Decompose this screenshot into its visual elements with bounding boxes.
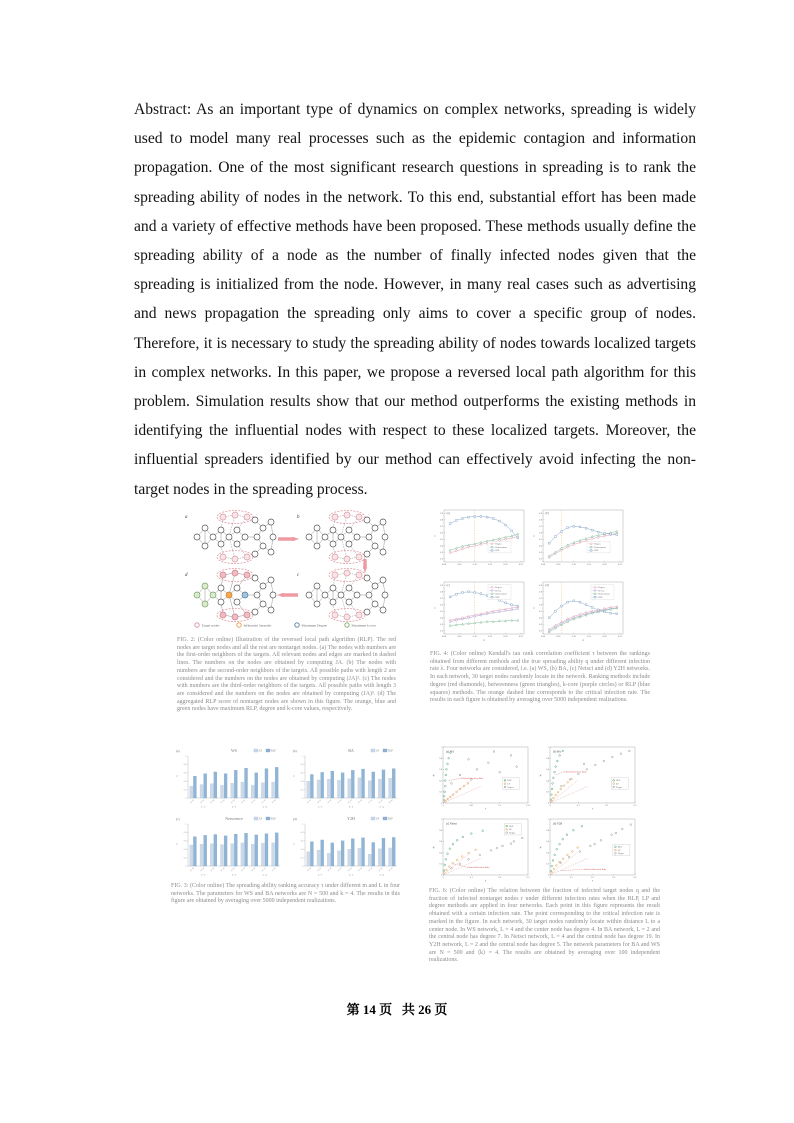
svg-text:m=20: m=20	[347, 867, 353, 872]
figure-kendall-caption: FIG. 4: (Color online) Kendall's tau rank correlation coefficient τ between the rankings obtained from different methods and the true spreading ability q under different infection rate λ. Four networks are considered, i.e. (a) WS, (b) BA, (c) Netsci and (d) Y2H networks. In each network, 30 target nodes randomly locate in the network. Ranking methods include degree (red diamonds), betweenness (green triangles), k-core (purple circles) or RLP (blue squares) methods. The orange dashed line corresponds to the critical infection rate. The results in each figure is obtained by averaging over 5000 independent realizations.	[430, 651, 650, 704]
svg-text:r: r	[591, 878, 594, 883]
svg-text:0.8: 0.8	[300, 832, 304, 835]
svg-text:LP: LP	[616, 783, 619, 786]
svg-text:0.00: 0.00	[540, 564, 546, 566]
svg-text:0.5: 0.5	[539, 539, 542, 542]
svg-text:0.6: 0.6	[546, 841, 549, 844]
svg-text:0.6: 0.6	[440, 532, 443, 535]
svg-text:LP: LP	[376, 749, 380, 753]
figure-scatter-caption: FIG. 6: (Color online) The relation between the fraction of infected target nodes q and the fraction of infected nontarget nodes r under different infection rates when the RLP, LP and degree methods are applied in four networks. Each point in this figure represents the result obtained with a certain infection rate. The point corresponding to the critical infection rate is marked in the figure. In each network, 30 target nodes randomly locate within distance L to a center node. In WS network, L = 4 and the center node has degree 4. In BA network, L = 2 and the central node has degree 7. In Netsci network, L = 4 and the central node has degree 19. In Y2H network, L = 2 and the central node has degree 5. The network parameters for BA and WS are N = 500 and ⟨k⟩ = 4. The results are obtained by averaging over 100 independent realizations.	[429, 888, 660, 964]
svg-text:0: 0	[185, 797, 187, 800]
svg-text:(a): (a)	[176, 749, 180, 753]
svg-text:L=4: L=4	[262, 805, 267, 809]
svg-text:0.3: 0.3	[526, 877, 530, 879]
svg-text:Betweenness: Betweenness	[594, 546, 606, 549]
svg-text:m=20: m=20	[200, 799, 205, 804]
svg-text:L=2: L=2	[318, 805, 323, 809]
svg-text:m=30: m=30	[357, 799, 363, 804]
svg-text:Degree: Degree	[617, 853, 625, 856]
svg-text:0.6: 0.6	[183, 840, 187, 843]
svg-text:r: r	[484, 806, 487, 811]
svg-text:LP: LP	[376, 817, 380, 821]
svg-text:0.3: 0.3	[440, 552, 443, 555]
svg-text:q: q	[432, 845, 435, 849]
svg-text:K-core: K-core	[598, 590, 605, 593]
svg-text:λ: λ	[483, 638, 485, 642]
svg-text:q: q	[539, 773, 542, 777]
svg-text:0.7: 0.7	[539, 598, 542, 601]
svg-text:0.8: 0.8	[440, 591, 443, 594]
svg-text:0.4: 0.4	[300, 781, 304, 783]
svg-text:1: 1	[185, 755, 187, 758]
svg-text:0.8: 0.8	[439, 758, 442, 760]
svg-text:m=10: m=10	[251, 799, 257, 804]
svg-text:0.20: 0.20	[602, 636, 607, 638]
svg-text:0.4: 0.4	[633, 877, 637, 879]
svg-text:0.4: 0.4	[539, 545, 542, 548]
svg-text:0.6: 0.6	[300, 772, 304, 775]
svg-text:m=30: m=30	[210, 799, 216, 804]
svg-text:0.8: 0.8	[546, 830, 549, 832]
svg-text:RLP: RLP	[594, 550, 599, 553]
svg-text:0.4: 0.4	[539, 617, 542, 620]
svg-text:m=30: m=30	[271, 867, 277, 872]
svg-text:c: c	[297, 573, 300, 578]
svg-text:m=10: m=10	[337, 867, 343, 872]
svg-text:0.10: 0.10	[472, 636, 477, 638]
svg-text:Critical Infection Rate: Critical Infection Rate	[584, 868, 607, 872]
svg-text:0.4: 0.4	[439, 780, 442, 783]
svg-text:b: b	[297, 515, 300, 520]
svg-text:0.8: 0.8	[183, 832, 187, 835]
svg-text:Degree: Degree	[495, 587, 502, 589]
svg-text:L=4: L=4	[262, 873, 267, 877]
svg-text:L=3: L=3	[348, 805, 354, 809]
svg-text:1: 1	[440, 746, 442, 749]
figure-network-illustration	[177, 506, 396, 714]
svg-text:τ: τ	[533, 534, 535, 538]
figure-bars-caption: FIG. 3: (Color online) The spreading ability ranking accuracy τ under different m and L in four networks. The parameters for WS and BA networks are N = 500 and k = 4. The results in this figure are obtained by averaging over 5000 independent realizations.	[171, 883, 400, 905]
svg-text:(d): (d)	[293, 817, 297, 821]
svg-text:0.2: 0.2	[539, 558, 542, 561]
svg-text:m=30: m=30	[240, 867, 246, 872]
svg-text:(d) Y2H: (d) Y2H	[553, 822, 563, 826]
svg-text:RLP: RLP	[616, 780, 621, 783]
svg-text:0.8: 0.8	[539, 591, 542, 594]
svg-text:0.15: 0.15	[587, 564, 592, 566]
svg-text:(b): (b)	[293, 749, 297, 753]
svg-text:Betweenness: Betweenness	[495, 593, 507, 596]
svg-text:RLP: RLP	[617, 846, 622, 849]
figure-network-caption: FIG. 2: (Color online) Illustration of the reversed local path algorithm (RLP). The red nodes are target nodes and all the rest are nontarget nodes. (a) The nodes with numbers are the first-order neighbors of the targets. All relevant nodes and edges are marked in dashed lines. The numbers on the nodes are obtained by computing JA. (b) The nodes with numbers are the second-order neighbors of the targets. All possible paths with length 2 are considered and the numbers on the nodes are obtained by computing (JA)². (c) The nodes with numbers are the third-order neighbors of the targets. All possible paths with length 3 are considered and the numbers on the nodes are obtained by computing (JA)³. (d) The aggregated RLP score of nontarget nodes are shown in this figure. The orange, blue and green nodes have maximum RLP, degree and k-core values, respectively.	[177, 637, 396, 713]
svg-text:0.3: 0.3	[539, 552, 542, 555]
svg-text:0: 0	[442, 877, 444, 879]
svg-text:RLP: RLP	[271, 749, 276, 753]
figure-infection-scatter	[429, 739, 660, 965]
svg-text:Degree: Degree	[507, 786, 514, 789]
svg-text:0.6: 0.6	[546, 769, 549, 772]
svg-text:0: 0	[185, 865, 187, 868]
svg-text:m=10: m=10	[306, 799, 312, 804]
svg-text:0.4: 0.4	[440, 545, 443, 548]
svg-text:RLP: RLP	[388, 817, 393, 821]
bar-charts	[171, 744, 400, 878]
svg-text:Degree: Degree	[598, 587, 605, 589]
svg-text:m=30: m=30	[271, 799, 277, 804]
svg-text:0.2: 0.2	[591, 877, 594, 879]
svg-text:Maximum Degree: Maximum Degree	[301, 623, 328, 628]
svg-text:K-core: K-core	[495, 590, 502, 593]
svg-text:0.20: 0.20	[503, 636, 508, 638]
svg-text:LP: LP	[259, 749, 263, 753]
svg-text:0.2: 0.2	[300, 857, 304, 860]
svg-text:Y2H: Y2H	[347, 816, 355, 821]
svg-text:q: q	[432, 773, 435, 777]
svg-text:(c): (c)	[176, 817, 180, 821]
svg-text:0.15: 0.15	[488, 564, 493, 566]
svg-text:0.9: 0.9	[539, 513, 542, 516]
svg-text:m=20: m=20	[230, 867, 236, 872]
svg-text:0.2: 0.2	[183, 789, 187, 792]
svg-text:0.25: 0.25	[518, 636, 523, 638]
svg-text:0.2: 0.2	[498, 877, 502, 879]
svg-text:m=20: m=20	[200, 867, 205, 872]
svg-text:0.15: 0.15	[587, 636, 592, 638]
svg-text:τ: τ	[533, 606, 535, 610]
svg-text:0.5: 0.5	[440, 611, 443, 614]
svg-text:m=10: m=10	[189, 867, 195, 872]
svg-text:m=30: m=30	[388, 867, 394, 872]
svg-text:Betweenness: Betweenness	[495, 546, 507, 549]
svg-text:0.4: 0.4	[300, 849, 304, 851]
svg-text:0.8: 0.8	[546, 758, 549, 760]
svg-text:0.20: 0.20	[503, 564, 508, 566]
svg-text:Netscience: Netscience	[225, 816, 243, 821]
svg-text:m=10: m=10	[368, 799, 374, 804]
svg-text:LP: LP	[507, 783, 511, 786]
svg-text:m=10: m=10	[306, 867, 312, 872]
svg-text:0.2: 0.2	[439, 863, 442, 866]
svg-text:0.1: 0.1	[498, 805, 502, 807]
svg-text:0.2: 0.2	[440, 558, 443, 561]
svg-text:0.10: 0.10	[571, 636, 576, 638]
svg-text:L=2: L=2	[201, 805, 206, 809]
svg-text:0.9: 0.9	[440, 513, 443, 516]
svg-text:m=20: m=20	[317, 867, 322, 872]
svg-text:m=20: m=20	[230, 799, 236, 804]
svg-text:RLP: RLP	[495, 550, 500, 553]
svg-text:0.25: 0.25	[518, 564, 523, 566]
svg-text:m=30: m=30	[210, 867, 216, 872]
svg-text:0.05: 0.05	[556, 564, 561, 566]
svg-text:0: 0	[442, 805, 444, 807]
svg-text:0: 0	[302, 865, 304, 868]
svg-text:τ: τ	[434, 534, 436, 538]
svg-text:0.5: 0.5	[539, 611, 542, 614]
svg-text:0.00: 0.00	[540, 636, 546, 638]
svg-text:0.2: 0.2	[539, 630, 542, 633]
svg-text:0.1: 0.1	[569, 877, 573, 879]
svg-text:0.8: 0.8	[440, 519, 443, 522]
svg-text:1: 1	[547, 746, 549, 749]
svg-text:0.2: 0.2	[440, 630, 443, 633]
svg-text:1: 1	[185, 823, 187, 826]
svg-text:m=10: m=10	[251, 867, 257, 872]
svg-text:0.3: 0.3	[633, 805, 637, 807]
scatter-charts	[429, 739, 641, 883]
svg-text:0.8: 0.8	[300, 764, 304, 767]
svg-text:m=20: m=20	[378, 799, 384, 804]
svg-text:1: 1	[302, 755, 304, 758]
svg-text:0.4: 0.4	[546, 780, 549, 783]
svg-text:(b) BA: (b) BA	[553, 750, 561, 754]
svg-text:0.6: 0.6	[300, 840, 304, 843]
svg-text:0.1: 0.1	[469, 877, 473, 879]
svg-text:0.4: 0.4	[183, 781, 187, 783]
svg-text:Degree: Degree	[616, 786, 623, 789]
svg-text:m=30: m=30	[388, 799, 394, 804]
svg-text:a: a	[185, 515, 188, 520]
abstract-paragraph: Abstract: As an important type of dynamics on complex networks, spreading is widely used to model many real processes such as the epidemic contagion and information propagation. One of the most significant research questions in spreading is to rank the spreading ability of nodes in the network. To this end, substantial effort has been made and a variety of effective methods have been proposed. These methods usually define the spreading ability of a node as the number of finally infected nodes given that the spreading is initialized from the node. However, in many real cases such as advertising and news propagation the spreading only aims to cover a specific group of nodes. Therefore, it is necessary to study the spreading ability of nodes towards localized targets in complex networks. In this paper, we propose a reversed local path algorithm for this problem. Simulation results show that our method outperforms the existing methods in identifying the influential nodes with respect to these localized targets. Moreover, the influential spreaders identified by our method can effectively avoid infecting the non-target nodes in the spreading process.	[134, 101, 696, 498]
svg-text:L=3: L=3	[231, 873, 237, 877]
svg-text:L=4: L=4	[379, 873, 384, 877]
svg-text:RLP: RLP	[388, 749, 393, 753]
svg-text:m=20: m=20	[378, 867, 384, 872]
svg-text:0.1: 0.1	[576, 805, 580, 807]
svg-text:0.6: 0.6	[183, 772, 187, 775]
svg-text:WS: WS	[231, 748, 237, 753]
svg-text:(b): (b)	[545, 512, 549, 515]
svg-text:(d): (d)	[545, 584, 549, 587]
svg-text:0.2: 0.2	[546, 863, 549, 866]
svg-text:1: 1	[440, 818, 442, 821]
svg-text:RLP: RLP	[271, 817, 276, 821]
svg-text:0.4: 0.4	[440, 617, 443, 620]
svg-text:τ: τ	[176, 842, 178, 846]
svg-text:(c): (c)	[446, 584, 450, 587]
svg-text:0.6: 0.6	[439, 769, 442, 772]
svg-text:0: 0	[547, 802, 549, 805]
svg-text:0.8: 0.8	[439, 830, 442, 832]
svg-text:0.9: 0.9	[440, 585, 443, 588]
svg-text:Influential Spreader: Influential Spreader	[243, 623, 272, 628]
svg-text:0.4: 0.4	[546, 852, 549, 855]
svg-text:L=3: L=3	[348, 873, 354, 877]
svg-text:τ: τ	[293, 842, 295, 846]
svg-text:RLP: RLP	[509, 825, 514, 828]
svg-text:m=30: m=30	[327, 867, 333, 872]
svg-text:0.15: 0.15	[488, 636, 493, 638]
svg-text:0.4: 0.4	[183, 849, 187, 851]
svg-text:0.6: 0.6	[539, 532, 542, 535]
svg-text:m=30: m=30	[327, 799, 333, 804]
svg-text:0: 0	[549, 877, 551, 879]
svg-text:m=10: m=10	[220, 867, 226, 872]
figure-kendall-correlation	[430, 504, 650, 705]
svg-text:m=20: m=20	[261, 867, 267, 872]
svg-text:LP: LP	[259, 817, 263, 821]
svg-text:τ: τ	[434, 606, 436, 610]
svg-text:0.7: 0.7	[440, 526, 443, 529]
svg-text:(c) Netsci: (c) Netsci	[446, 822, 457, 826]
svg-text:(a): (a)	[446, 512, 450, 515]
svg-text:0.6: 0.6	[440, 604, 443, 607]
svg-text:0.8: 0.8	[539, 519, 542, 522]
svg-text:L=2: L=2	[201, 873, 206, 877]
svg-text:m=10: m=10	[189, 799, 195, 804]
svg-text:m=10: m=10	[337, 799, 343, 804]
svg-text:m=20: m=20	[261, 799, 267, 804]
svg-text:0.25: 0.25	[617, 564, 622, 566]
svg-text:0.2: 0.2	[605, 805, 609, 807]
svg-text:0.3: 0.3	[440, 624, 443, 627]
svg-text:0.15: 0.15	[526, 805, 530, 807]
svg-text:0.5: 0.5	[440, 539, 443, 542]
svg-text:LP: LP	[509, 829, 512, 832]
svg-text:m=10: m=10	[368, 867, 374, 872]
svg-text:Degree: Degree	[509, 832, 516, 835]
svg-text:r: r	[484, 878, 487, 883]
svg-text:0: 0	[302, 797, 304, 800]
svg-text:τ: τ	[176, 774, 178, 778]
svg-text:LP: LP	[617, 849, 621, 852]
svg-text:Target nodes: Target nodes	[201, 623, 220, 628]
svg-text:0.05: 0.05	[457, 564, 462, 566]
svg-text:λ: λ	[582, 638, 584, 642]
svg-text:RLP: RLP	[598, 596, 603, 599]
svg-text:r: r	[591, 806, 594, 811]
svg-text:0.4: 0.4	[439, 852, 442, 855]
svg-text:0.10: 0.10	[571, 564, 576, 566]
svg-text:L=4: L=4	[379, 805, 384, 809]
svg-text:Degree: Degree	[495, 543, 502, 546]
svg-text:0.05: 0.05	[469, 805, 474, 807]
network-diagram-figure	[177, 506, 396, 632]
svg-text:0.25: 0.25	[617, 636, 622, 638]
figure-ranking-accuracy-bars	[171, 744, 400, 906]
svg-text:Critical Infection Rate: Critical Infection Rate	[467, 865, 490, 869]
svg-text:0.00: 0.00	[441, 564, 447, 566]
svg-text:m=20: m=20	[347, 799, 353, 804]
svg-text:m=20: m=20	[317, 799, 322, 804]
svg-text:0.7: 0.7	[440, 598, 443, 601]
svg-text:0: 0	[440, 802, 442, 805]
svg-text:m=30: m=30	[240, 799, 246, 804]
svg-text:0: 0	[549, 805, 551, 807]
svg-text:1: 1	[302, 823, 304, 826]
svg-text:0.6: 0.6	[539, 604, 542, 607]
svg-text:0.20: 0.20	[602, 564, 607, 566]
svg-text:(a) WS: (a) WS	[446, 750, 454, 754]
svg-text:Maximum k-core: Maximum k-core	[351, 623, 376, 628]
svg-text:0: 0	[440, 874, 442, 877]
svg-text:Critical Infection Rate: Critical Infection Rate	[461, 777, 484, 781]
svg-text:Betweenness: Betweenness	[598, 593, 610, 596]
svg-text:0.2: 0.2	[546, 791, 549, 794]
svg-text:q: q	[539, 845, 542, 849]
svg-text:0.8: 0.8	[183, 764, 187, 767]
svg-text:RLP: RLP	[507, 780, 512, 783]
svg-text:Critical Infection Rate: Critical Infection Rate	[564, 770, 587, 774]
svg-text:τ: τ	[293, 774, 295, 778]
svg-text:m=10: m=10	[220, 799, 226, 804]
svg-text:0.2: 0.2	[300, 789, 304, 792]
svg-text:0.10: 0.10	[472, 564, 477, 566]
svg-text:0.9: 0.9	[539, 585, 542, 588]
svg-text:L=3: L=3	[231, 805, 237, 809]
svg-text:0.3: 0.3	[612, 877, 616, 879]
svg-text:d: d	[185, 573, 188, 578]
svg-text:0.3: 0.3	[539, 624, 542, 627]
svg-text:0.05: 0.05	[556, 636, 561, 638]
svg-text:m=30: m=30	[357, 867, 363, 872]
svg-text:Degree: Degree	[594, 543, 601, 546]
svg-text:0.6: 0.6	[439, 841, 442, 844]
svg-text:RLP: RLP	[495, 596, 500, 599]
svg-text:0.00: 0.00	[441, 636, 447, 638]
svg-text:1: 1	[547, 818, 549, 821]
svg-text:BA: BA	[348, 748, 354, 753]
svg-text:L=2: L=2	[318, 873, 323, 877]
page-number-footer	[0, 999, 794, 1018]
svg-text:0.05: 0.05	[457, 636, 462, 638]
svg-text:0.2: 0.2	[183, 857, 187, 860]
svg-text:0.2: 0.2	[439, 791, 442, 794]
svg-text:0.7: 0.7	[539, 526, 542, 529]
page-number-text: 第 14 页 共 26 页	[346, 1002, 448, 1017]
svg-text:0: 0	[547, 874, 549, 877]
kendall-line-charts	[430, 504, 630, 646]
